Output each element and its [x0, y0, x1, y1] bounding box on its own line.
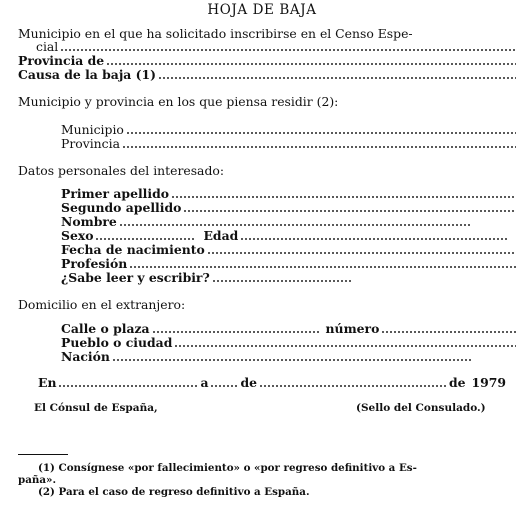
- footnote-1-line-1: (1) Consígnese «por fallecimiento» o «por regreso definitivo a Es-: [38, 462, 417, 474]
- domicilio-heading: Domicilio en el extranjero:: [18, 297, 186, 312]
- residir-provincia-line: [61, 137, 518, 150]
- fill-line: [183, 202, 516, 212]
- fill-line: [152, 323, 320, 333]
- fill-line: [240, 230, 508, 240]
- municipio-inscripcion-label: Municipio en el que ha solicitado inscribirse en el Censo Espe-: [18, 26, 413, 41]
- fill-line: [58, 377, 198, 387]
- causa-baja-line: [18, 68, 518, 81]
- sexo-edad-line: [61, 229, 510, 242]
- provincia-label: Provincia de: [18, 53, 105, 68]
- nombre-line: [61, 215, 474, 228]
- primer-apellido-line: [61, 187, 518, 200]
- pueblo-line: [61, 336, 518, 349]
- fill-line: [112, 351, 472, 361]
- consul-signature-label: El Cónsul de España,: [34, 402, 158, 414]
- fill-line: [210, 377, 238, 387]
- causa-baja-label: Causa de la baja (1): [18, 67, 156, 82]
- especial-label: cial: [36, 39, 59, 54]
- fill-line: [129, 258, 516, 268]
- fill-line: [106, 55, 516, 65]
- sello-consulado-label: (Sello del Consulado.): [356, 402, 486, 414]
- profesion-line: [61, 257, 518, 270]
- especial-line: [36, 40, 518, 53]
- date-line: [38, 376, 506, 389]
- pueblo-label: Pueblo o ciudad: [61, 335, 173, 350]
- fill-line: [207, 244, 516, 254]
- personales-heading: Datos personales del interesado:: [18, 163, 225, 178]
- fill-line: [171, 188, 516, 198]
- calle-label: Calle o plaza: [61, 321, 150, 336]
- form-title: HOJA DE BAJA: [207, 2, 317, 18]
- year-value: 1979: [471, 375, 506, 390]
- sabe-leer-label: ¿Sabe leer y escribir?: [61, 270, 210, 285]
- nacion-line: [61, 350, 474, 363]
- fecha-nacimiento-line: [61, 243, 518, 256]
- residir-municipio-label: Municipio: [61, 122, 124, 137]
- calle-line: [61, 322, 518, 335]
- residir-heading: Municipio y provincia en los que piensa residir (2):: [18, 94, 339, 109]
- sexo-label: Sexo: [61, 228, 94, 243]
- fill-line: [158, 69, 516, 79]
- fill-line: [174, 337, 516, 347]
- fill-line: [122, 138, 516, 148]
- residir-municipio-line: [61, 123, 518, 136]
- segundo-apellido-label: Segundo apellido: [61, 200, 182, 215]
- fill-line: [381, 323, 516, 333]
- nacion-label: Nación: [61, 349, 110, 364]
- sabe-leer-line: [61, 271, 354, 284]
- en-label: En: [38, 375, 57, 390]
- fill-line: [212, 272, 352, 282]
- edad-label: Edad: [203, 228, 239, 243]
- fill-line: [259, 377, 447, 387]
- de-label: de: [240, 375, 258, 390]
- footnote-2: (2) Para el caso de regreso definitivo a España.: [38, 486, 310, 498]
- fill-line: [119, 216, 472, 226]
- footnote-1-line-2: paña».: [18, 474, 57, 486]
- numero-label: número: [325, 321, 380, 336]
- primer-apellido-label: Primer apellido: [61, 186, 170, 201]
- profesion-label: Profesión: [61, 256, 128, 271]
- a-label: a: [200, 375, 209, 390]
- fecha-nacimiento-label: Fecha de nacimiento: [61, 242, 205, 257]
- nombre-label: Nombre: [61, 214, 117, 229]
- fill-line: [60, 41, 516, 51]
- municipio-inscripcion-line: [18, 27, 518, 40]
- de-year-label: de: [448, 375, 466, 390]
- residir-provincia-label: Provincia: [61, 136, 120, 151]
- footnote-separator: [18, 454, 68, 455]
- fill-line: [126, 124, 516, 134]
- fill-line: [95, 230, 195, 240]
- provincia-line: [18, 54, 518, 67]
- segundo-apellido-line: [61, 201, 518, 214]
